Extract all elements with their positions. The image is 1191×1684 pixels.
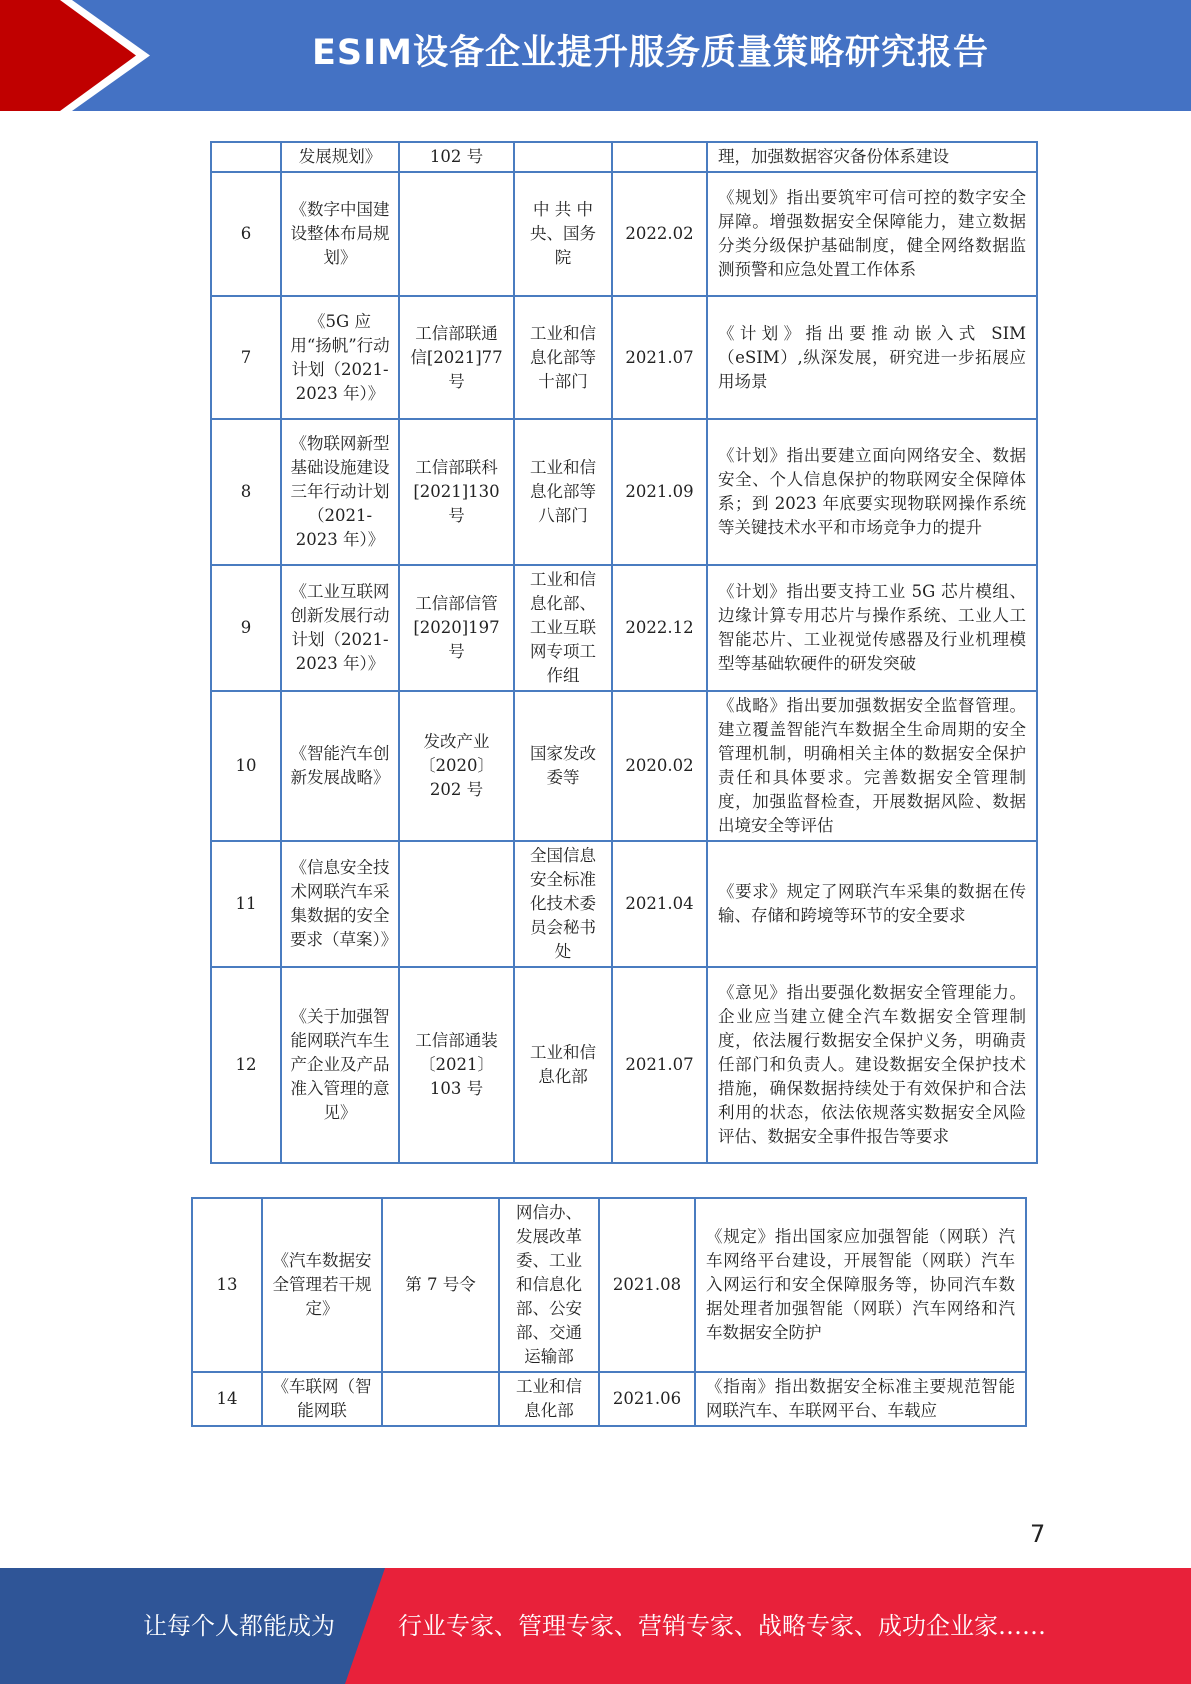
issue-date: 2022.02 <box>612 172 707 296</box>
row-number: 12 <box>211 967 281 1163</box>
page-header <box>0 0 1191 111</box>
issue-date: 2021.06 <box>599 1372 695 1426</box>
policy-name: 《物联网新型基础设施建设三年行动计划（2021-2023 年）》 <box>281 419 399 565</box>
policy-content: 《要求》规定了网联汽车采集的数据在传输、存储和跨境等环节的安全要求 <box>707 841 1037 967</box>
table-row <box>211 419 1037 565</box>
policy-content: 《计划》指出要支持工业 5G 芯片模组、边缘计算专用芯片与操作系统、工业人工智能芯片、工业视觉传感器及行业机理模型等基础软硬件的研发突破 <box>707 565 1037 691</box>
issuing-department: 国家发改委等 <box>514 691 612 841</box>
policy-content: 《计划》指出要建立面向网络安全、数据安全、个人信息保护的物联网安全保障体系；到 2023 年底要实现物联网操作系统等关键技术水平和市场竞争力的提升 <box>707 419 1037 565</box>
policy-content: 《意见》指出要强化数据安全管理能力。企业应当建立健全汽车数据安全管理制度，依法履行数据安全保护义务，明确责任部门和负责人。建设数据安全保护技术措施，确保数据持续处于有效保护和合法利用的状态，依法依规落实数据安全风险评估、数据安全事件报告等要求 <box>707 967 1037 1163</box>
policy-content: 《战略》指出要加强数据安全监督管理。建立覆盖智能汽车数据全生命周期的安全管理机制，明确相关主体的数据安全保护责任和具体要求。完善数据安全管理制度，加强监督检查，开展数据风险、数据出境安全等评估 <box>707 691 1037 841</box>
row-number: 6 <box>211 172 281 296</box>
header-arrow-icon <box>0 0 150 111</box>
table-row <box>211 296 1037 419</box>
issuing-department: 全国信息安全标准化技术委员会秘书处 <box>514 841 612 967</box>
table-row <box>211 691 1037 841</box>
issue-date: 2020.02 <box>612 691 707 841</box>
policy-content: 《规定》指出国家应加强智能（网联）汽车网络平台建设，开展智能（网联）汽车入网运行和安全保障服务等，协同汽车数据处理者加强智能（网联）汽车网络和汽车数据安全防护 <box>695 1198 1026 1372</box>
page-footer <box>0 1568 1191 1684</box>
report-title: ESIM设备企业提升服务质量策略研究报告 <box>312 33 989 73</box>
row-number: 8 <box>211 419 281 565</box>
table-row <box>211 172 1037 296</box>
row-number: 7 <box>211 296 281 419</box>
policy-name: 《车联网（智能网联 <box>262 1372 382 1426</box>
document-number <box>382 1372 499 1426</box>
issue-date: 2021.07 <box>612 296 707 419</box>
document-number: 102 号 <box>399 142 514 172</box>
issuing-department: 工业和信息化部等八部门 <box>514 419 612 565</box>
issuing-department: 中 共 中 央、国务院 <box>514 172 612 296</box>
document-number: 工信部通装〔2021〕103 号 <box>399 967 514 1163</box>
policy-name: 《工业互联网创新发展行动计划（2021-2023 年）》 <box>281 565 399 691</box>
table-row <box>211 565 1037 691</box>
row-number: 9 <box>211 565 281 691</box>
policy-name: 《关于加强智能网联汽车生产企业及产品准入管理的意见》 <box>281 967 399 1163</box>
document-number: 发改产业〔2020〕202 号 <box>399 691 514 841</box>
document-number: 第 7 号令 <box>382 1198 499 1372</box>
policy-table-continued <box>191 1197 1027 1427</box>
policy-content: 《规划》指出要筑牢可信可控的数字安全屏障。增强数据安全保障能力，建立数据分类分级保护基础制度，健全网络数据监测预警和应急处置工作体系 <box>707 172 1037 296</box>
policy-name: 《5G 应用“扬帆”行动计划（2021-2023 年）》 <box>281 296 399 419</box>
document-number: 工信部联科[2021]130 号 <box>399 419 514 565</box>
issue-date: 2021.08 <box>599 1198 695 1372</box>
table-row <box>211 841 1037 967</box>
issue-date: 2021.09 <box>612 419 707 565</box>
issue-date <box>612 142 707 172</box>
table-row <box>211 967 1037 1163</box>
table-row <box>211 142 1037 172</box>
policy-name: 《智能汽车创新发展战略》 <box>281 691 399 841</box>
issuing-department: 网信办、发展改革委、工业和信息化部、公安部、交通运输部 <box>499 1198 599 1372</box>
issuing-department: 工业和信息化部 <box>514 967 612 1163</box>
row-number: 10 <box>211 691 281 841</box>
policy-name: 《汽车数据安全管理若干规定》 <box>262 1198 382 1372</box>
document-number <box>399 172 514 296</box>
issuing-department: 工业和信息化部等十部门 <box>514 296 612 419</box>
policy-name: 《信息安全技术网联汽车采集数据的安全要求（草案）》 <box>281 841 399 967</box>
footer-slogan-left: 让每个人都能成为 <box>143 1612 335 1640</box>
policy-name: 《数字中国建设整体布局规划》 <box>281 172 399 296</box>
page-number: 7 <box>1030 1520 1046 1548</box>
row-number <box>211 142 281 172</box>
policy-content: 《计划》指出要推动嵌入式 SIM（eSIM）,纵深发展，研究进一步拓展应用场景 <box>707 296 1037 419</box>
table-row <box>192 1372 1026 1426</box>
issue-date: 2021.04 <box>612 841 707 967</box>
table-row <box>192 1198 1026 1372</box>
issuing-department: 工业和信息化部 <box>499 1372 599 1426</box>
row-number: 13 <box>192 1198 262 1372</box>
issuing-department <box>514 142 612 172</box>
row-number: 11 <box>211 841 281 967</box>
row-number: 14 <box>192 1372 262 1426</box>
document-number: 工信部信管[2020]197 号 <box>399 565 514 691</box>
policy-content: 理，加强数据容灾备份体系建设 <box>707 142 1037 172</box>
policy-table <box>210 141 1038 1164</box>
document-number <box>399 841 514 967</box>
document-number: 工信部联通信[2021]77 号 <box>399 296 514 419</box>
policy-name: 发展规划》 <box>281 142 399 172</box>
footer-slogan-right: 行业专家、管理专家、营销专家、战略专家、成功企业家…… <box>398 1612 1046 1640</box>
issue-date: 2022.12 <box>612 565 707 691</box>
policy-content: 《指南》指出数据安全标准主要规范智能网联汽车、车联网平台、车载应 <box>695 1372 1026 1426</box>
issue-date: 2021.07 <box>612 967 707 1163</box>
issuing-department: 工业和信息化部、工业互联网专项工作组 <box>514 565 612 691</box>
